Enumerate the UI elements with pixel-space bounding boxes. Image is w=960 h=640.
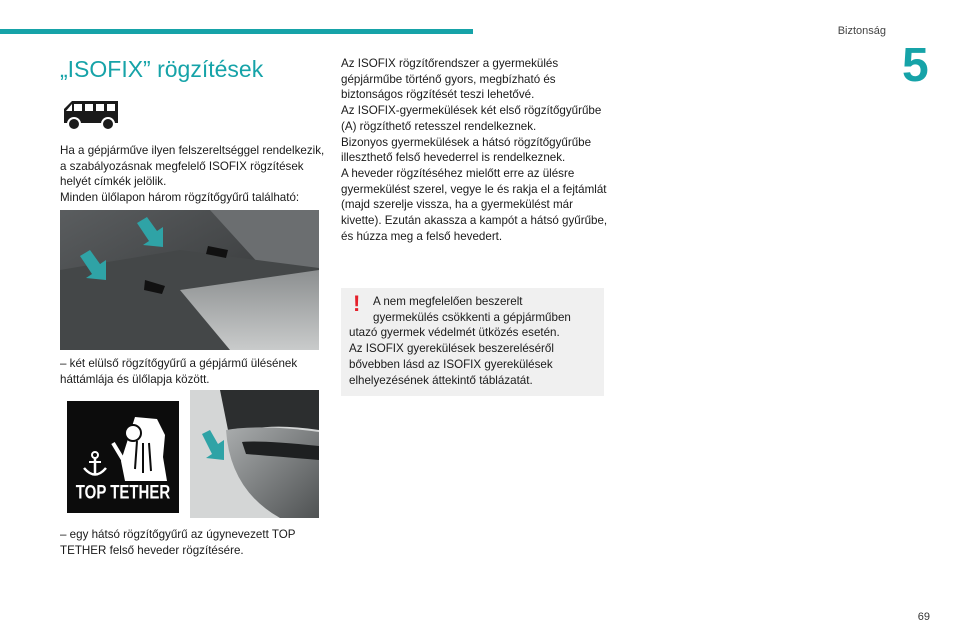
description-paragraph: Az ISOFIX-gyermekülések két első rögzítőgyűrűbe (A) rögzíthető retesszel rendelkeznek. (341, 104, 602, 133)
arrow-icon (78, 248, 112, 282)
top-tether-label-panel (67, 401, 179, 513)
bullet-top-tether: – egy hátsó rögzítőgyűrű az úgynevezett TOP TETHER felső heveder rögzítésére. (60, 528, 296, 557)
arrow-icon (135, 215, 169, 249)
warning-text (349, 291, 597, 388)
header-accent-bar (0, 29, 473, 34)
warning-line: utazó gyermek védelmét ütközés esetén. (349, 326, 560, 340)
child-seat-icon (107, 413, 169, 485)
warning-box (341, 288, 604, 396)
intro-paragraph: Ha a gépjárműve ilyen felszereltséggel rendelkezik, a szabályozásnak megfelelő ISOFIX rögzítések helyét címkék jelölik. (60, 144, 325, 189)
warning-note: Az ISOFIX gyerekülések beszereléséről bővebben lásd az ISOFIX gyerekülések elhelyezésének áttekintő táblázatát. (349, 342, 554, 387)
top-tether-photo (60, 390, 319, 518)
description-paragraph: Bizonyos gyermekülések a hátsó rögzítőgyűrűbe illeszthető felső hevederrel is rendelkeznek. (341, 135, 592, 165)
top-tether-label: TOP TETHER (75, 481, 171, 504)
warning-line: gyermekülés csökkenti a gépjárműben (373, 310, 571, 324)
chapter-number: 5 (902, 39, 929, 92)
description-paragraph: Az ISOFIX rögzítőrendszer a gyermekülés gépjárműbe történő gyors, megbízható és biztonságos rögzítését teszi lehetővé. (341, 57, 559, 102)
isofix-description (341, 56, 609, 244)
section-title: Biztonság (837, 25, 886, 37)
page-number: 69 (917, 611, 930, 623)
page-title: „ISOFIX” rögzítések (60, 56, 264, 82)
intro-text (60, 143, 328, 206)
intro-paragraph: Minden ülőlapon három rögzítőgyűrű található: (60, 191, 300, 205)
anchor-icon (81, 451, 109, 479)
warning-line: A nem megfelelően beszerelt (373, 295, 523, 308)
seat-anchor-photo (60, 210, 319, 350)
arrow-icon (200, 428, 230, 462)
bullet-front-anchors: – két elülső rögzítőgyűrű a gépjármű ülésének háttámlája és ülőlapja között. (60, 357, 298, 386)
van-icon (60, 97, 122, 133)
warning-icon: ! (353, 291, 361, 316)
description-paragraph: A heveder rögzítéséhez mielőtt erre az ülésre gyermekülést szerel, vegye le és rakja el a fejtámlát (majd szerelje vissza, ha a gyermekülést már kivette). Ezután akassza a kampót a hátsó gyűrűbe, és húzza meg a felső hevedert. (341, 166, 608, 243)
